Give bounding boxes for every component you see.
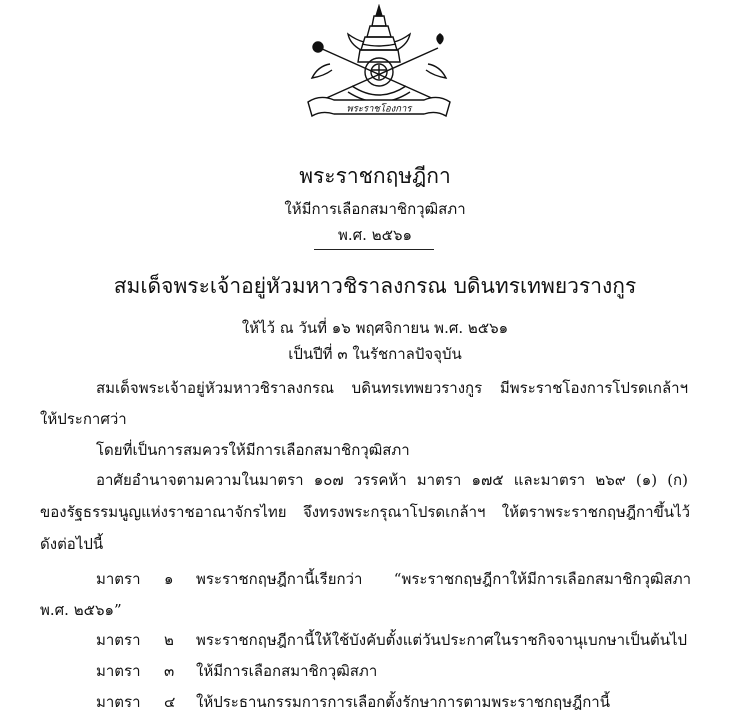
section-text: พระราชกฤษฎีกานี้เรียกว่า “พระราชกฤษฎีกาให้มีการเลือกสมาชิกวุฒิสภา (196, 570, 691, 588)
preamble-line: อาศัยอำนาจตามความในมาตรา ๑๐๗ วรรคห้า มาตรา ๑๗๕ และมาตรา ๒๖๙ (๑) (ก) (96, 471, 688, 489)
section-1 (96, 567, 691, 591)
given-date: ให้ไว้ ณ วันที่ ๑๖ พฤศจิกายน พ.ศ. ๒๕๖๑ (241, 319, 509, 337)
section-text: ให้ประธานกรรมการการเลือกตั้งรักษาการตามพระราชกฤษฎีกานี้ (196, 693, 610, 711)
section-label: มาตรา (96, 631, 141, 649)
preamble-line: สมเด็จพระเจ้าอยู่หัวมหาวชิราลงกรณ บดินทรเทพยวรางกูร มีพระราชโองการโปรดเกล้าฯ (96, 379, 688, 397)
section-text: พระราชกฤษฎีกานี้ให้ใช้บังคับตั้งแต่วันประกาศในราชกิจจานุเบกษาเป็นต้นไป (196, 631, 688, 649)
decree-subtitle: ให้มีการเลือกสมาชิกวุฒิสภา (284, 200, 466, 218)
section-number: ๑ (164, 570, 174, 588)
section-4 (96, 690, 610, 714)
section-3 (96, 659, 377, 683)
section-label: มาตรา (96, 662, 141, 680)
section-2 (96, 628, 687, 652)
preamble-line: ให้ประกาศว่า (40, 410, 127, 428)
section-number: ๒ (164, 631, 174, 649)
royal-emblem (290, 4, 468, 122)
section-continuation: พ.ศ. ๒๕๖๑” (40, 601, 122, 619)
section-text: ให้มีการเลือกสมาชิกวุฒิสภา (196, 662, 378, 680)
decree-title: พระราชกฤษฎีกา (299, 164, 451, 188)
preamble-line: ของรัฐธรรมนูญแห่งราชอาณาจักรไทย จึงทรงพระกรุณาโปรดเกล้าฯ ให้ตราพระราชกฤษฎีกาขึ้นไว้ (40, 503, 690, 521)
section-number: ๓ (164, 662, 175, 680)
section-label: มาตรา (96, 570, 141, 588)
section-number: ๔ (164, 693, 176, 711)
king-name: สมเด็จพระเจ้าอยู่หัวมหาวชิราลงกรณ บดินทรเทพยวรางกูร (113, 274, 637, 298)
preamble-line: โดยที่เป็นการสมควรให้มีการเลือกสมาชิกวุฒิสภา (96, 441, 410, 459)
section-label: มาตรา (96, 693, 141, 711)
preamble-line: ดังต่อไปนี้ (40, 535, 104, 553)
reign-year: เป็นปีที่ ๓ ในรัชกาลปัจจุบัน (288, 345, 462, 363)
decree-year: พ.ศ. ๒๕๖๑ (338, 226, 412, 244)
title-divider (314, 249, 434, 250)
emblem-ribbon-text: พระราชโองการ (346, 103, 412, 115)
